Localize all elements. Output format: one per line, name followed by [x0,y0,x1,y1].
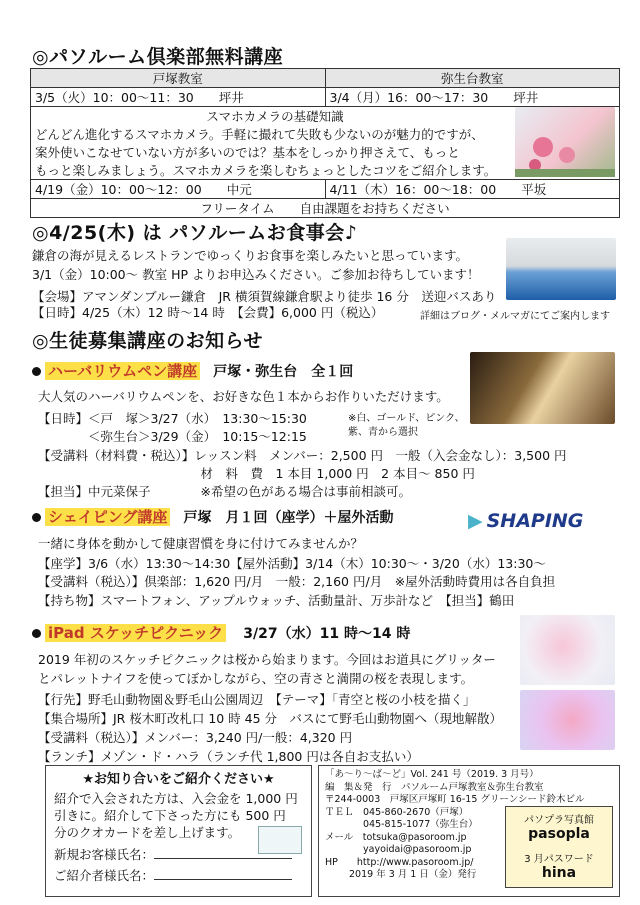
rose-photo [515,107,615,177]
dinner-date: 【日時】4/25（木）12 時～14 時 【会費】6,000 円（税込） [32,305,384,320]
course3-tag: iPad スケッチピクニック [45,624,226,642]
restaurant-photo [506,238,616,300]
photo-gallery-title: パソプラ写真館 [524,815,594,826]
new-customer-label: 新規お客様氏名： [54,846,311,863]
password-label: 3 月パスワード [524,854,594,865]
course2-line: 【持ち物】スマートフォン、アップルウォッチ、活動量計、万歩計など 【担当】鶴田 [38,593,515,608]
colophon-tel1: ＴＥＬ 045-860-2670（戸塚） [325,806,469,818]
section2-title: ◎4/25(木) は パソルームお食事会♪ [32,222,358,244]
referral-box [45,765,312,897]
topic1: スマホカメラの基礎知識 [206,109,344,124]
dinner-line2: 3/1（金）10:00～ 教室 HP よりお申込みください。ご参加お待ちしています！ [32,267,480,282]
dinner-line1: 鎌倉の海が見えるレストランでゆっくりお食事を楽しみたいと思っています。 [32,248,469,263]
course3-line: 【行先】野毛山動物園＆野毛山公園周辺 【テーマ】「青空と桜の小枝を描く」 [38,692,476,707]
course3-line: 2019 年初のスケッチピクニックは桜から始まります。今回はお道具にグリッター [38,652,496,667]
course3-line: 【集合場所】JR 桜木町改札口 10 時 45 分 バスにて野毛山動物園へ（現地解散） [38,711,503,726]
row1-left: 3/5（火）10：00～11：30 坪井 [31,88,326,107]
colophon-tel2: 045-815-1077（弥生台） [325,819,478,830]
bullet-icon [32,629,41,638]
color-options-note: ※白、ゴールド、ピンク、 紫、青から選択 [348,413,465,438]
course2-header [32,506,394,527]
section1-title: ◎パソルーム倶楽部無料講座 [32,46,284,68]
colophon-publisher: 編 集＆発 行 パソルーム戸塚教室＆弥生台教室 [325,781,544,793]
col-yayoidai: 弥生台教室 [325,69,620,88]
course1-line: 【日時】＜戸 塚＞3/27（水） 13:30～15:30 [38,411,307,426]
colophon-date: 2019 年 3 月 1 日（金）発行 [349,869,477,880]
course1-line: 大人気のハーバリウムペンを、お好きな色１本からお作りいただけます。 [38,389,449,404]
cherry-blossom-photo-2 [520,690,615,750]
quo-card-icon [258,826,302,854]
shoe-icon: ▶ [468,510,483,532]
colophon-address: 〒244-0003 戸塚区戸塚町 16-15 グリーンシード鈴木ビル [325,794,585,805]
course3-line: 【ランチ】メゾン・ド・ハラ（ランチ代 1,800 円は各自お支払い） [38,749,419,764]
referral-line: 紹介で入会された方は、入会金を 1,000 円 [54,791,298,806]
course1-line: 【受講料（材料費・税込）】レッスン料 メンバー：2,500 円 一般（入会金なし）：3,500 円 [38,448,567,463]
colophon-issue: 「あ～り～ば～ど」Vol. 241 号（2019. 3 月号） [325,769,539,780]
dinner-venue: 【会場】アマンダンブルー鎌倉 JR 横須賀線鎌倉駅より徒歩 16 分 送迎バスあり [32,289,497,304]
course2-line: 【受講料（税込）】倶楽部：1,620 円/月 一般：2,160 円/月 ※屋外活動時費用は各自負担 [38,574,556,589]
course1-info: 戸塚・弥生台 全１回 [213,364,354,380]
password-box [505,806,613,888]
referral-line: 引きに。紹介して下さった方にも 500 円 [54,808,286,823]
topic2: フリータイム 自由課題をお持ちください [31,199,620,218]
desc-line: どんどん進化するスマホカメラ。手軽に撮れて失敗も少ないのが魅力的ですが、 [35,127,484,142]
bullet-icon [32,513,41,522]
cherry-blossom-photo-1 [520,615,615,685]
section3-title: ◎生徒募集講座のお知らせ [32,330,264,352]
course1-line: 材 料 費 1 本目 1,000 円 2 本目～ 850 円 [38,466,475,481]
course2-tag: シェイピング講座 [45,508,170,526]
course1-header [32,360,353,381]
course1-line: 【担当】中元菜保子 ※希望の色がある場合は事前相談可。 [38,484,411,499]
desc-line: もっと楽しみましょう。スマホカメラを楽しむちょっとしたコツをご紹介します。 [35,163,497,178]
course1-tag: ハーバリウムペン講座 [45,362,200,380]
course2-line: 【座学】3/6（水）13:30～14:30【屋外活動】3/14（木）10:30～・3/20（水）13:30～ [38,556,546,571]
course1-line: ＜弥生台＞3/29（金） 10:15～12:15 [38,429,307,444]
colophon-mail1: メール totsuka@pasoroom.jp [325,831,467,843]
course3-info: 3/27（水）11 時～14 時 [243,626,411,642]
course2-info: 戸塚 月１回（座学）＋屋外活動 [183,510,394,526]
row1-right: 3/4（月）16：00～17：30 坪井 [325,88,620,107]
dinner-note: 詳細はブログ・メルマガにてご案内します [420,311,610,322]
referrer-label: ご紹介者様氏名： [54,867,311,884]
col-totsuka: 戸塚教室 [31,69,326,88]
course3-line: とパレットナイフを使ってぼかしながら、空の青さと満開の桜を表現します。 [38,671,474,686]
course2-line: 一緒に身体を動かして健康習慣を身に付けてみませんか？ [38,536,364,551]
bullet-icon [32,367,41,376]
course3-header [32,622,410,643]
course3-line: 【受講料（税込）】メンバー：3,240 円/一般：4,320 円 [38,730,353,745]
row2-right: 4/11（木）16：00～18：00 平坂 [325,180,620,199]
pasopla-name: pasopla [528,826,590,842]
herbarium-pen-photo [470,352,615,424]
referral-line: 分のクオカードを差し上げます。 [54,825,241,840]
password-value: hina [541,865,577,881]
colophon-mail2: yayoidai@pasoroom.jp [325,844,472,855]
shaping-logo: ▶ SHAPING [468,510,584,532]
row2-left: 4/19（金）10：00～12：00 中元 [31,180,326,199]
referral-title: ★お知り合いをご紹介ください★ [82,772,275,787]
flower-image [515,107,615,177]
desc-line: 案外使いこなせていない方が多いのでは？基本をしっかり押さえて、もっと [35,145,460,160]
colophon-hp: HP http://www.pasoroom.jp/ [325,856,474,868]
